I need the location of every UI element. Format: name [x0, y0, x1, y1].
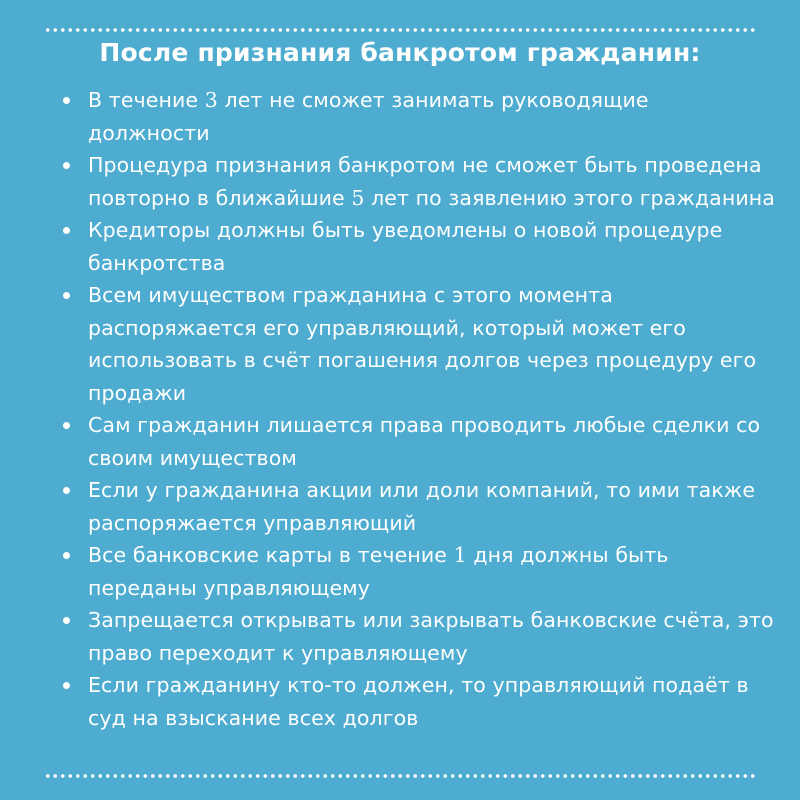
bottom-dotted-divider — [44, 773, 756, 779]
page-title: После признания банкротом гражданин: — [99, 38, 701, 67]
bullet-icon — [63, 487, 70, 494]
consequences-list — [60, 84, 775, 734]
list-item — [60, 474, 775, 539]
item-text: Процедура признания банкротом не сможет быть проведена повторно в ближайшие — [88, 153, 762, 210]
item-text: Кредиторы должны быть уведомлены о новой процедуре банкротства — [88, 218, 723, 275]
item-number: 1 — [453, 543, 467, 567]
bullet-icon — [63, 227, 70, 234]
item-text: Если у гражданина акции или доли компаний, то ими также распоряжается управляющий — [88, 478, 756, 535]
list-item — [60, 84, 775, 149]
list-item — [60, 214, 775, 279]
item-text-end: лет по заявлению этого гражданина — [364, 185, 775, 210]
list-item — [60, 149, 775, 214]
item-text-end: дня должны быть переданы управляющему — [88, 543, 669, 600]
bullet-icon — [63, 617, 70, 624]
bullet-icon — [63, 162, 70, 169]
list-item — [60, 409, 775, 474]
bullet-icon — [63, 97, 70, 104]
top-dotted-divider — [44, 27, 756, 33]
bullet-icon — [63, 292, 70, 299]
item-text: Все банковские карты в течение — [88, 543, 454, 567]
item-number: 5 — [351, 185, 365, 210]
bullet-icon — [63, 682, 70, 689]
list-item — [60, 279, 775, 409]
item-text: Если гражданину кто-то должен, то управляющий подаёт в суд на взыскание всех долгов — [88, 673, 749, 730]
item-text: Всем имуществом гражданина с этого момента распоряжается его управляющий, который может его использовать в счёт погашения долгов через процедуру его продажи — [88, 283, 757, 405]
bullet-icon — [63, 422, 70, 429]
bullet-icon — [63, 552, 70, 559]
item-text: Сам гражданин лишается права проводить любые сделки со своим имуществом — [88, 413, 761, 470]
item-text-end: лет не сможет занимать руководящие должности — [88, 88, 649, 145]
item-text: Запрещается открывать или закрывать банковские счёта, это право переходит к управляющему — [88, 608, 774, 665]
list-item — [60, 604, 775, 669]
item-text: В течение — [88, 88, 205, 112]
list-item — [60, 539, 775, 604]
item-number: 3 — [204, 88, 218, 112]
list-item — [60, 669, 775, 734]
